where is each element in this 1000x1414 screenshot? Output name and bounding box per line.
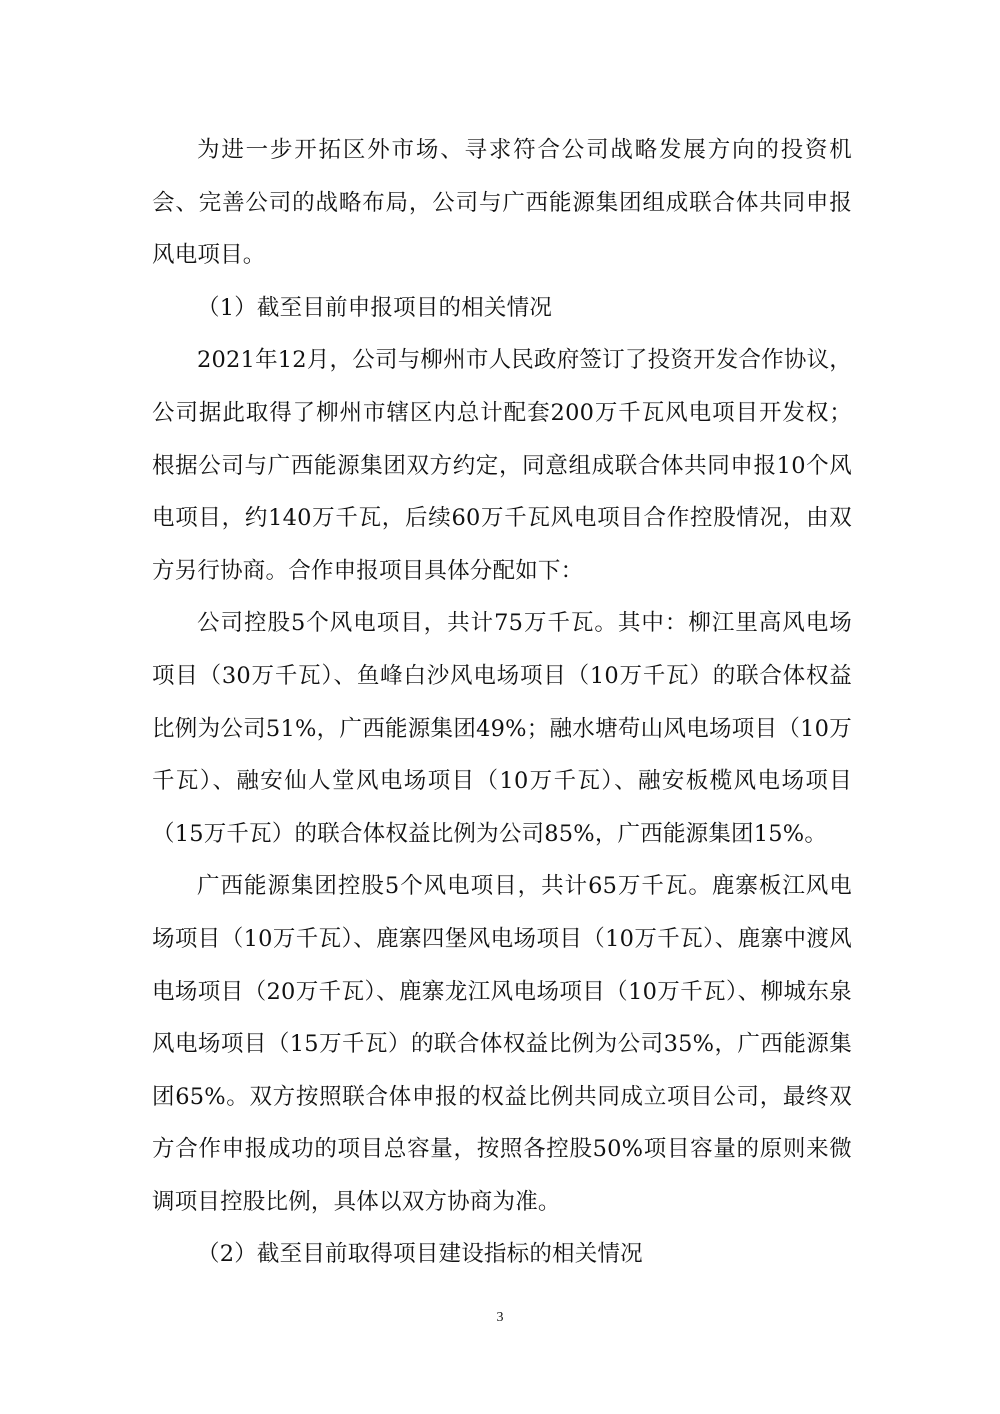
section-heading-2: （2）截至目前取得项目建设指标的相关情况: [197, 1241, 643, 1268]
section-heading-1: （1）截至目前申报项目的相关情况: [197, 294, 553, 321]
paragraph-intro: 为进一步开拓区外市场、寻求符合公司战略发展方向的投资机会、完善公司的战略布局，公司与广西能源集团组成联合体共同申报风电项目。: [152, 137, 852, 269]
page-number: 3: [496, 1310, 504, 1325]
document-body: [152, 124, 852, 1281]
paragraph-agreement: 2021年12月，公司与柳州市人民政府签订了投资开发合作协议，公司据此取得了柳州市辖区内总计配套200万千瓦风电项目开发权；根据公司与广西能源集团双方约定，同意组成联合体共同申报10个风电项目，约140万千瓦，后续60万千瓦风电项目合作控股情况，由双方另行协商。合作申报项目具体分配如下：: [152, 347, 852, 584]
paragraph-company-controlled: 公司控股5个风电项目，共计75万千瓦。其中：柳江里高风电场项目（30万千瓦）、鱼峰白沙风电场项目（10万千瓦）的联合体权益比例为公司51%，广西能源集团49%；融水塘苟山风电场项目（10万千瓦）、融安仙人堂风电场项目（10万千瓦）、融安板榄风电场项目（15万千瓦）的联合体权益比例为公司85%，广西能源集团15%。: [152, 610, 852, 847]
paragraph-group-controlled: 广西能源集团控股5个风电项目，共计65万千瓦。鹿寨板江风电场项目（10万千瓦）、鹿寨四堡风电场项目（10万千瓦）、鹿寨中渡风电场项目（20万千瓦）、鹿寨龙江风电场项目（10万千瓦）、柳城东泉风电场项目（15万千瓦）的联合体权益比例为公司35%，广西能源集团65%。双方按照联合体申报的权益比例共同成立项目公司，最终双方合作申报成功的项目总容量，按照各控股50%项目容量的原则来微调项目控股比例，具体以双方协商为准。: [152, 873, 852, 1215]
